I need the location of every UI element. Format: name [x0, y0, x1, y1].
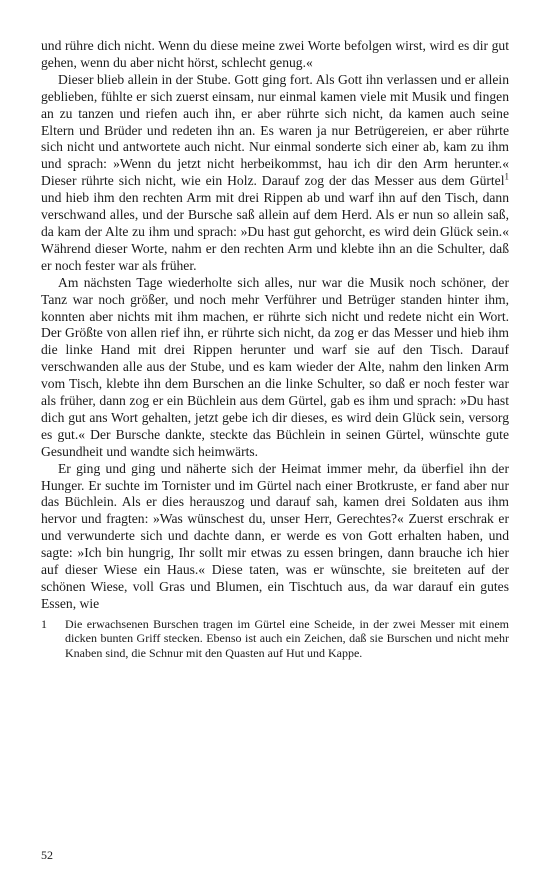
paragraph-2-part-2: und hieb ihm den rechten Arm mit drei Rippen ab und warf ihn auf den Tisch, dann verschwand alles, und der Bursche saß allein auf dem Herd. Als er nun so allein saß, da kam der Alte zu ihm und sprach: »Du hast gut gehorcht, es wird dein Glück sein.« Während dieser Worte, nahm er den rechten Arm und klebte ihn an die Schulter, daß er noch fester war als früher. [41, 190, 509, 273]
footnote-text: Die erwachsenen Burschen tragen im Gürtel eine Scheide, in der zwei Messer mit einem dicken bunten Griff stecken. Ebenso ist auch ein Zeichen, daß sie Burschen und nicht mehr Knaben sind, die Schnur mit den Quasten auf Hut und Kappe. [65, 616, 509, 660]
footnote-number: 1 [41, 616, 47, 631]
footnote [41, 617, 509, 661]
paragraph-2 [41, 72, 509, 275]
paragraph-1: und rühre dich nicht. Wenn du diese meine zwei Worte befolgen wirst, wird es dir gut gehen, wenn du aber nicht hörst, schlecht genug.« [41, 38, 509, 70]
paragraph-2-part-1: Dieser blieb allein in der Stube. Gott ging fort. Als Gott ihn verlassen und er allein geblieben, fühlte er sich zuerst einsam, nur einmal kamen viele mit Musik und fingen an zu tanzen und riefen auch ihn, er aber rührte sich nicht, da kamen auch seine Eltern und Brüder und redeten ihn an. Es waren ja nur Betrügereien, er aber rührte sich nicht und antwortete auch nicht. Nur einmal sonderte sich einer ab, kam zu ihm und sprach: »Wenn du jetzt nicht herbeikommst, hau ich dir den Arm herunter.« Dieser rührte sich nicht, wie ein Holz. Darauf zog der das Messer aus dem Gürtel [41, 71, 509, 189]
footnote-reference: 1 [504, 171, 509, 182]
paragraph-3: Am nächsten Tage wiederholte sich alles, nur war die Musik noch schöner, der Tanz war noch größer, und noch mehr Verführer und Betrüger standen hinter ihm, konnten aber nichts mit ihm machen, er rührte sich nicht und redete nicht ein Wort. Der Größte von allen rief ihn, er rührte sich nicht, da zog er das Messer und hieb ihm die linke Hand mit drei Rippen herunter und warf sie auf den Tisch. Darauf verschwanden alle aus der Stube, und es kam wieder der Alte, nahm den linken Arm vom Tisch, klebte ihn dem Burschen an die linke Schulter, so daß er noch fester war als früher, dann zog er ein Büchlein aus dem Gürtel, gab es ihm und sprach: »Du hast dich gut ans Wort gehalten, jetzt gebe ich dir dieses, es wird dein Glück sein, versorg es gut.« Der Bursche dankte, steckte das Büchlein in seinen Gürtel, wünschte gute Gesundheit und wandte sich heimwärts. [41, 274, 509, 459]
paragraph-4: Er ging und ging und näherte sich der Heimat immer mehr, da überfiel ihn der Hunger. Er suchte im Tornister und im Gürtel nach einer Brotkruste, er fand aber nur das Büchlein. Als er dies herauszog und darauf sah, kamen drei Soldaten aus ihm hervor und fragten: »Was wünschest du, unser Herr, Gerechtes?« Zuerst erschrak er und verwunderte sich und dachte dann, er werde es von Gott erhalten haben, und sagte: »Ich bin hungrig, Ihr sollt mir etwas zu essen bringen, dann brauche ich hier auf dieser Wiese ein Haus.« Diese taten, was er wünschte, sie breiteten auf der schönen Wiese, voll Gras und Blumen, ein Tischtuch aus, da war darauf ein gutes Essen, wie [41, 460, 509, 611]
page-text-block [41, 38, 509, 661]
page-number: 52 [41, 848, 53, 862]
